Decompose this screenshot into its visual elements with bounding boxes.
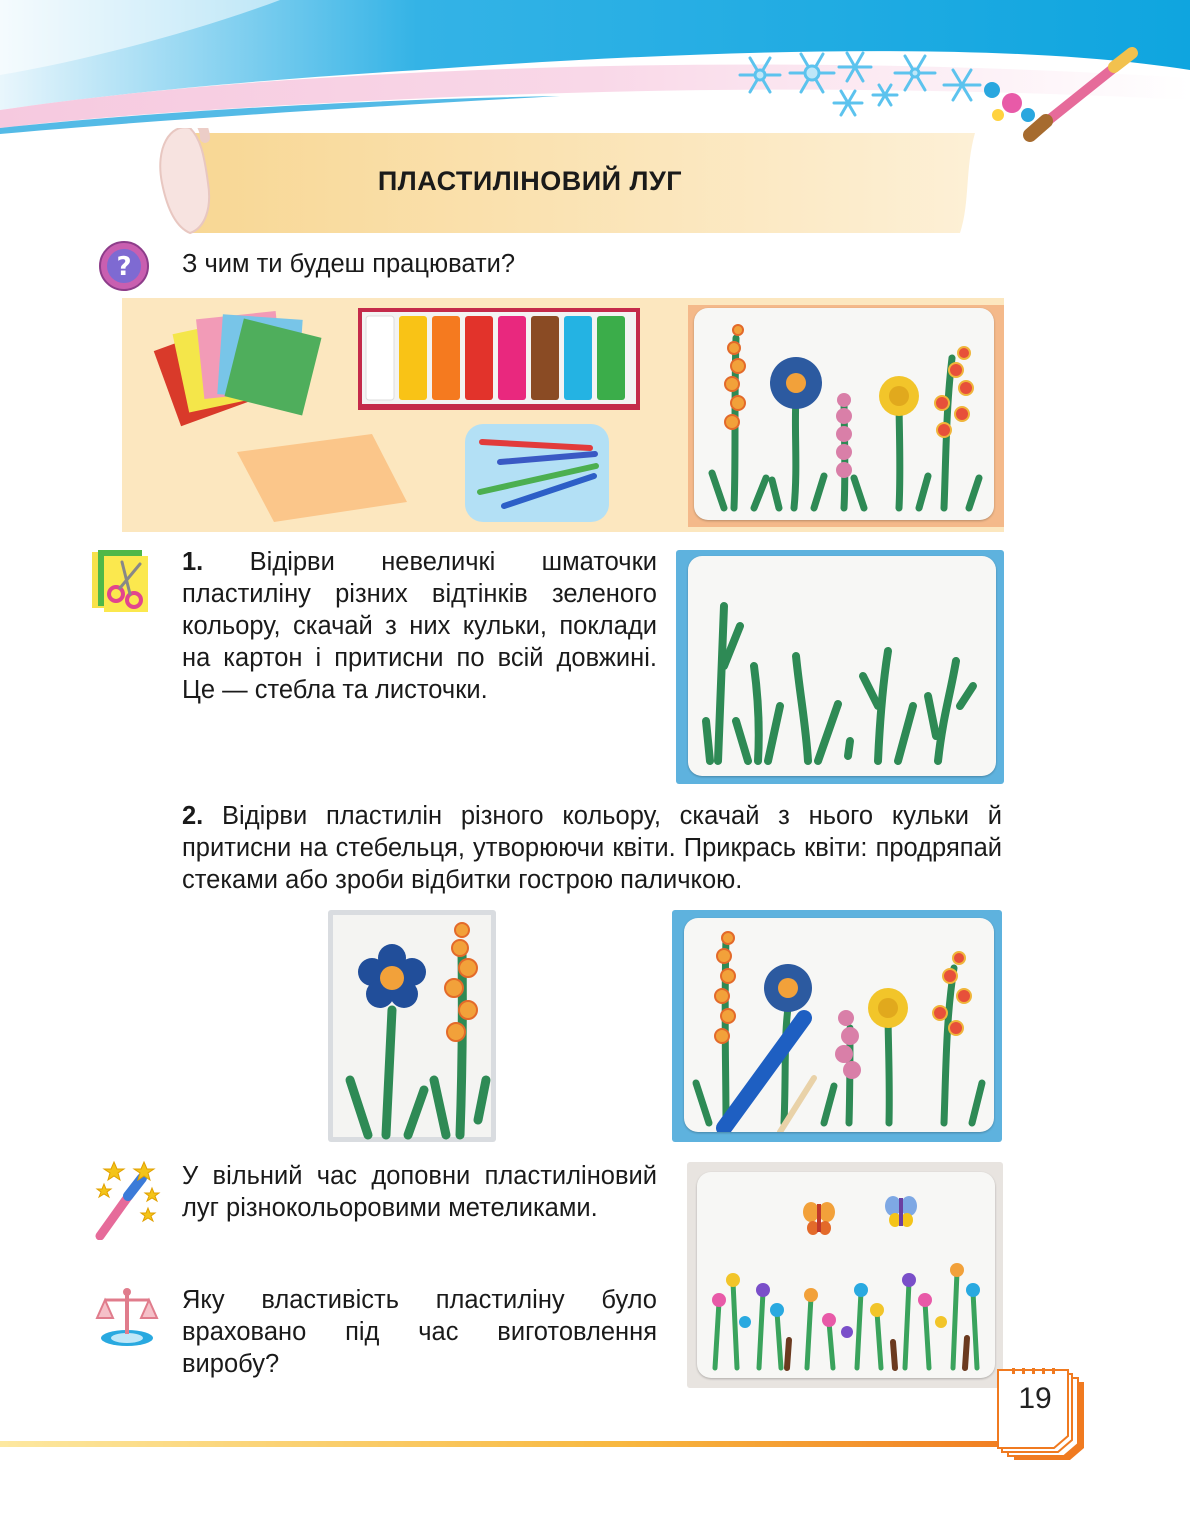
step2-flowers-closeup-artwork bbox=[328, 910, 496, 1142]
page-number: 19 bbox=[1018, 1382, 1052, 1415]
step1-text bbox=[182, 546, 657, 706]
step1-number: 1. bbox=[182, 548, 204, 576]
colored-paper-illustration bbox=[145, 305, 325, 435]
finished-meadow-artwork bbox=[694, 308, 994, 520]
question-mark-icon bbox=[98, 240, 150, 292]
brush-stars-icon bbox=[92, 1160, 162, 1240]
step2-number: 2. bbox=[182, 802, 204, 830]
scissors-paper-icon bbox=[90, 548, 150, 614]
page-title: ПЛАСТИЛІНОВИЙ ЛУГ bbox=[377, 166, 683, 196]
step1-instruction: Відірви невеличкі шматочки пластиліну різних відтінків зеленого кольору, скачай з них кульки, поклади на картон і притисни по всій довжині. Це — стебла та листочки. bbox=[182, 548, 657, 704]
extra-task-text: У вільний час доповни пластиліновий луг різнокольоровими метеликами. bbox=[182, 1162, 657, 1222]
question-text: З чим ти будеш працювати? bbox=[182, 250, 516, 278]
step2-decorating-artwork bbox=[684, 918, 994, 1132]
reflection-question-text: Яку властивість пластиліну було враховано під час виготовлення виробу? bbox=[182, 1286, 657, 1378]
step2-text bbox=[182, 800, 1002, 896]
butterflies-meadow-artwork bbox=[697, 1172, 995, 1378]
cardboard-illustration bbox=[232, 432, 410, 524]
scales-icon bbox=[95, 1284, 159, 1348]
step2-instruction: Відірви пластилін різного кольору, скачай з нього кульки й притисни на стебельця, утворюючи квіти. Прикрась квіти: продряпай стеками або зроби відбитки гострою паличкою. bbox=[182, 802, 1002, 894]
svg-text:?: ? bbox=[116, 252, 132, 282]
step1-stems-artwork bbox=[688, 556, 996, 776]
modeling-tools-illustration bbox=[470, 430, 604, 518]
plasticine-box-illustration bbox=[358, 308, 640, 410]
